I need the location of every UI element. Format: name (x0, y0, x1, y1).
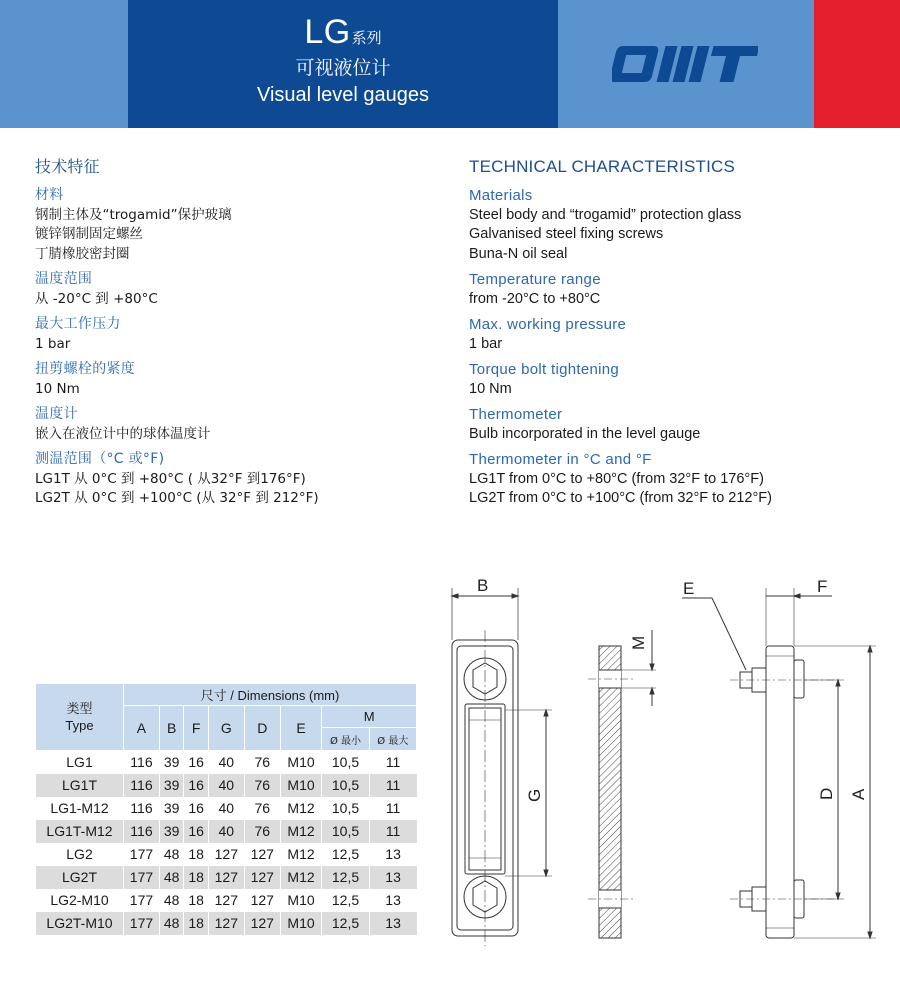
col-header: B (159, 706, 183, 751)
dimension-cell: 177 (124, 889, 160, 912)
label-F: F (817, 577, 828, 596)
dimension-cell: 12,5 (322, 912, 369, 935)
col-header: F (184, 706, 208, 751)
thermo-range-line: LG1T from 0°C to +80°C (from 32°F to 176°F) (469, 470, 764, 487)
materials-line: 丁腈橡胶密封圈 (35, 245, 130, 262)
dimension-cell: 16 (184, 797, 208, 820)
dimension-cell: 11 (369, 774, 416, 797)
thermo-range-title-cn: 测温范围（°C 或°F) (35, 451, 165, 467)
temp-title-cn: 温度范围 (35, 271, 93, 287)
series-sub: 系列 (351, 29, 382, 47)
dimension-cell: 10,5 (322, 797, 369, 820)
label-D: D (817, 787, 836, 800)
dimension-cell: 16 (184, 820, 208, 843)
m-min-header: Ø 最小 (322, 728, 369, 751)
col-header: E (280, 706, 322, 751)
dimension-cell: M12 (280, 797, 322, 820)
dimension-cell: 116 (124, 820, 160, 843)
thermo-value-cn: 嵌入在液位计中的球体温度计 (35, 425, 211, 442)
label-B: B (477, 576, 489, 595)
side-bolt-view (682, 588, 876, 938)
dimension-cell: 76 (244, 774, 280, 797)
temperature-en (469, 270, 889, 309)
materials-en (469, 186, 889, 264)
table-body (36, 751, 417, 935)
omt-logo (612, 44, 758, 84)
model-cell: LG1 (36, 751, 124, 774)
dimension-cell: 13 (369, 912, 416, 935)
label-A: A (849, 788, 868, 800)
label-G: G (525, 788, 544, 802)
m-header: M (322, 706, 417, 728)
dimension-cell: 12,5 (322, 843, 369, 866)
model-cell: LG2T (36, 866, 124, 889)
dimension-cell: 10,5 (322, 820, 369, 843)
thermo-value-en: Bulb incorporated in the level gauge (469, 425, 701, 442)
model-cell: LG2 (36, 843, 124, 866)
table-row (36, 820, 417, 843)
dimension-cell: 177 (124, 912, 160, 935)
temperature-cn (35, 270, 435, 309)
dimension-cell: 48 (159, 912, 183, 935)
header-banner (0, 0, 900, 128)
dimension-cell: 127 (244, 866, 280, 889)
thermo-range-line: LG1T 从 0°C 到 +80°C ( 从32°F 到176°F) (35, 470, 306, 487)
header-red-block (814, 0, 900, 128)
dimension-cell: 11 (369, 797, 416, 820)
dimensions-header: 尺寸 / Dimensions (mm) (124, 684, 417, 706)
torque-en (469, 360, 889, 399)
dimension-cell: 127 (208, 889, 244, 912)
table-row (36, 751, 417, 774)
dimension-cell: 48 (159, 843, 183, 866)
dimension-cell: 10,5 (322, 774, 369, 797)
dimension-cell: 16 (184, 774, 208, 797)
thermo-title-en: Thermometer (469, 406, 563, 423)
dimension-cell: 39 (159, 751, 183, 774)
pressure-title-en: Max. working pressure (469, 316, 627, 333)
dimension-cell: 40 (208, 751, 244, 774)
m-max-header: Ø 最大 (369, 728, 416, 751)
dimension-cell: 177 (124, 843, 160, 866)
side-section-view (588, 630, 656, 938)
dimension-cell: 127 (244, 912, 280, 935)
thermo-range-line: LG2T from 0°C to +100°C (from 32°F to 212°F) (469, 490, 772, 506)
dimension-cell: 18 (184, 866, 208, 889)
dimension-cell: 12,5 (322, 866, 369, 889)
pressure-en (469, 315, 889, 354)
pressure-cn (35, 315, 435, 354)
model-cell: LG1T-M12 (36, 820, 124, 843)
type-header-en: Type (65, 718, 94, 733)
dimension-cell: M10 (280, 751, 322, 774)
col-header: A (124, 706, 160, 751)
dimension-cell: 13 (369, 866, 416, 889)
table-row (36, 797, 417, 820)
series-main: LG (304, 13, 351, 51)
torque-value-cn: 10 Nm (35, 380, 80, 397)
torque-title-en: Torque bolt tightening (469, 361, 620, 378)
dimension-cell: 76 (244, 797, 280, 820)
pressure-value-cn: 1 bar (35, 335, 71, 352)
temp-value-cn: 从 -20°C 到 +80°C (35, 290, 158, 307)
dimension-cell: 127 (208, 912, 244, 935)
model-cell: LG1T (36, 774, 124, 797)
header-light-blue-block (0, 0, 128, 128)
dimension-cell: 11 (369, 820, 416, 843)
materials-line: Galvanised steel fixing screws (469, 226, 664, 242)
dimension-cell: 18 (184, 889, 208, 912)
dimension-cell: 18 (184, 843, 208, 866)
materials-line: 镀锌钢制固定螺丝 (35, 226, 143, 242)
dimension-cell: 13 (369, 843, 416, 866)
title-en: Visual level gauges (257, 84, 429, 106)
dimension-cell: M10 (280, 889, 322, 912)
dimension-cell: M12 (280, 843, 322, 866)
label-M: M (629, 635, 648, 650)
materials-line: 钢制主体及“trogamid”保护玻璃 (35, 206, 232, 223)
dimensions-table (35, 683, 417, 935)
dimension-cell: 40 (208, 797, 244, 820)
torque-value-en: 10 Nm (469, 380, 512, 397)
materials-title-en: Materials (469, 187, 533, 204)
dimension-cell: 11 (369, 751, 416, 774)
thermo-range-line: LG2T 从 0°C 到 +100°C (从 32°F 到 212°F) (35, 490, 319, 506)
dimension-cell: 12,5 (322, 889, 369, 912)
table-row (36, 912, 417, 935)
section-heading-cn: 技术特征 (35, 157, 100, 176)
dimension-cell: 18 (184, 912, 208, 935)
temp-value-en: from -20°C to +80°C (469, 290, 601, 307)
model-cell: LG1-M12 (36, 797, 124, 820)
thermo-range-title-en: Thermometer in °C and °F (469, 451, 652, 468)
dimension-cell: 40 (208, 774, 244, 797)
dimension-cell: 127 (244, 843, 280, 866)
col-header: D (244, 706, 280, 751)
table-row (36, 889, 417, 912)
section-heading-en: TECHNICAL CHARACTERISTICS (469, 157, 736, 176)
front-view (452, 588, 552, 946)
thermo-range-cn (35, 450, 435, 509)
table-row (36, 843, 417, 866)
dimension-cell: 127 (244, 889, 280, 912)
dimension-cell: 39 (159, 797, 183, 820)
type-header-cn: 类型 (66, 701, 93, 716)
pressure-value-en: 1 bar (469, 335, 503, 352)
materials-title-cn: 材料 (35, 187, 64, 203)
model-cell: LG2T-M10 (36, 912, 124, 935)
table-row (36, 866, 417, 889)
dimension-cell: 48 (159, 866, 183, 889)
tech-characteristics-cn (35, 154, 435, 515)
materials-line: Buna-N oil seal (469, 245, 568, 262)
title-cn: 可视液位计 (295, 57, 391, 79)
col-header: G (208, 706, 244, 751)
torque-cn (35, 360, 435, 399)
dimension-cell: 39 (159, 820, 183, 843)
header-title-block (128, 0, 558, 128)
type-header (36, 684, 124, 751)
materials-line: Steel body and “trogamid” protection glass (469, 206, 742, 223)
technical-drawings (420, 560, 890, 950)
pressure-title-cn: 最大工作压力 (35, 316, 121, 332)
tech-characteristics-en (469, 154, 889, 515)
label-E: E (683, 579, 695, 598)
torque-title-cn: 扭剪螺栓的紧度 (35, 361, 136, 377)
dimension-cell: 76 (244, 820, 280, 843)
dimension-cell: 116 (124, 751, 160, 774)
dimension-cell: 10,5 (322, 751, 369, 774)
series-title (128, 12, 558, 58)
dimension-cell: 76 (244, 751, 280, 774)
dimension-cell: 116 (124, 797, 160, 820)
dimension-cell: M12 (280, 866, 322, 889)
dimension-cell: 177 (124, 866, 160, 889)
thermometer-en (469, 405, 889, 444)
dimension-cell: 13 (369, 889, 416, 912)
dimension-cell: M10 (280, 912, 322, 935)
model-cell: LG2-M10 (36, 889, 124, 912)
dimension-cell: 127 (208, 866, 244, 889)
dimension-cell: 39 (159, 774, 183, 797)
dimension-cell: 116 (124, 774, 160, 797)
table-row (36, 774, 417, 797)
header-logo-block (558, 0, 814, 128)
dimension-cell: M12 (280, 820, 322, 843)
dimension-cell: M10 (280, 774, 322, 797)
dimensions-table-wrap (35, 683, 417, 935)
dimension-cell: 40 (208, 820, 244, 843)
thermometer-cn (35, 405, 435, 444)
thermo-range-en (469, 450, 889, 509)
dimension-cell: 48 (159, 889, 183, 912)
thermo-title-cn: 温度计 (35, 406, 78, 422)
dimension-cell: 16 (184, 751, 208, 774)
temp-title-en: Temperature range (469, 271, 601, 288)
dimension-cell: 127 (208, 843, 244, 866)
materials-cn (35, 186, 435, 264)
